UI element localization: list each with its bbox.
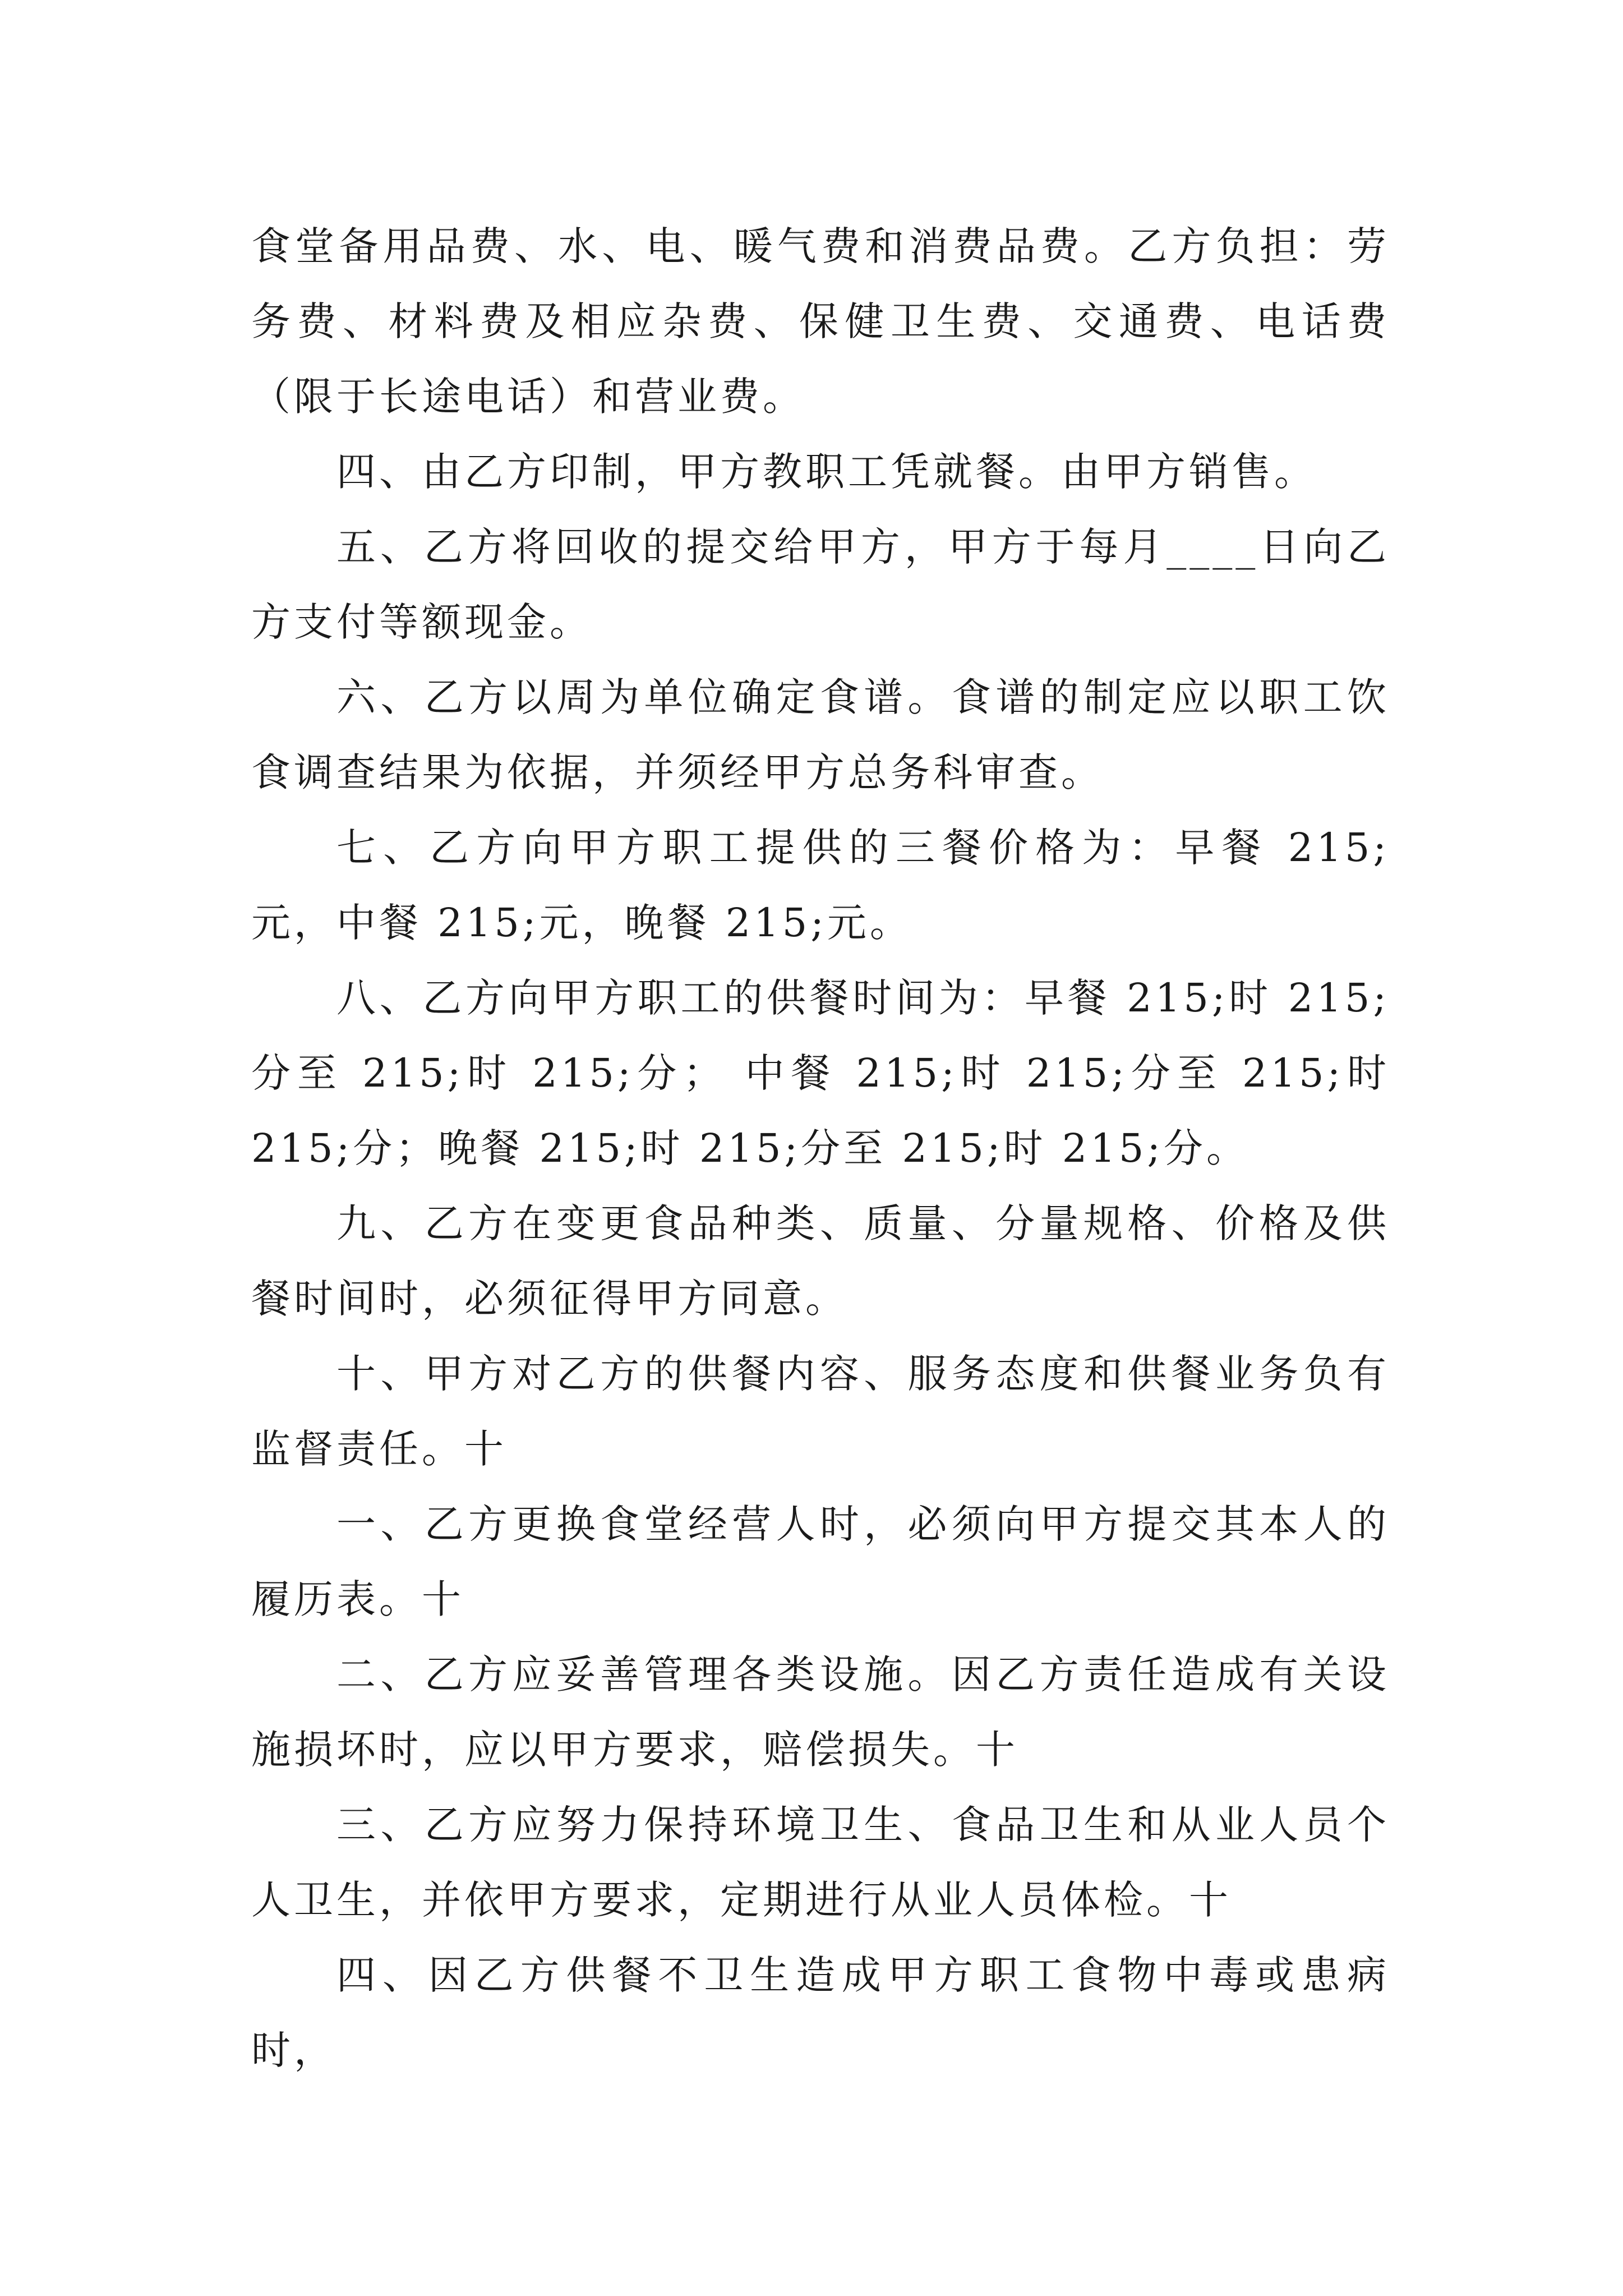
document-body [251, 209, 1390, 2088]
paragraph-4: 六、乙方以周为单位确定食谱。食谱的制定应以职工饮食调查结果为依据，并须经甲方总务科审查。 [251, 674, 1390, 795]
paragraph-11: 三、乙方应努力保持环境卫生、食品卫生和从业人员个人卫生，并依甲方要求，定期进行从业人员体检。十 [251, 1802, 1390, 1923]
paragraph-3: 五、乙方将回收的提交给甲方，甲方于每月____日向乙方支付等额现金。 [251, 524, 1390, 645]
paragraph-5: 七、乙方向甲方职工提供的三餐价格为：早餐 215;元，中餐 215;元，晚餐 215;元。 [251, 825, 1390, 946]
paragraph-2: 四、由乙方印制，甲方教职工凭就餐。由甲方销售。 [336, 449, 1317, 495]
paragraph-6: 八、乙方向甲方职工的供餐时间为：早餐 215;时 215;分至 215;时 215;分； 中餐 215;时 215;分至 215;时 215;分；晚餐 215;时 215;分至 215;时 215;分。 [251, 975, 1390, 1171]
paragraph-8: 十、甲方对乙方的供餐内容、服务态度和供餐业务负有监督责任。十 [251, 1351, 1390, 1472]
paragraph-7: 九、乙方在变更食品种类、质量、分量规格、价格及供餐时间时，必须征得甲方同意。 [251, 1200, 1390, 1322]
paragraph-10: 二、乙方应妥善管理各类设施。因乙方责任造成有关设施损坏时，应以甲方要求，赔偿损失。十 [251, 1651, 1390, 1773]
paragraph-1: 食堂备用品费、水、电、暖气费和消费品费。乙方负担：劳务费、材料费及相应杂费、保健卫生费、交通费、电话费（限于长途电话）和营业费。 [251, 223, 1390, 420]
paragraph-9: 一、乙方更换食堂经营人时，必须向甲方提交其本人的履历表。十 [251, 1501, 1390, 1622]
paragraph-12: 四、因乙方供餐不卫生造成甲方职工食物中毒或患病时， [251, 1952, 1390, 2073]
